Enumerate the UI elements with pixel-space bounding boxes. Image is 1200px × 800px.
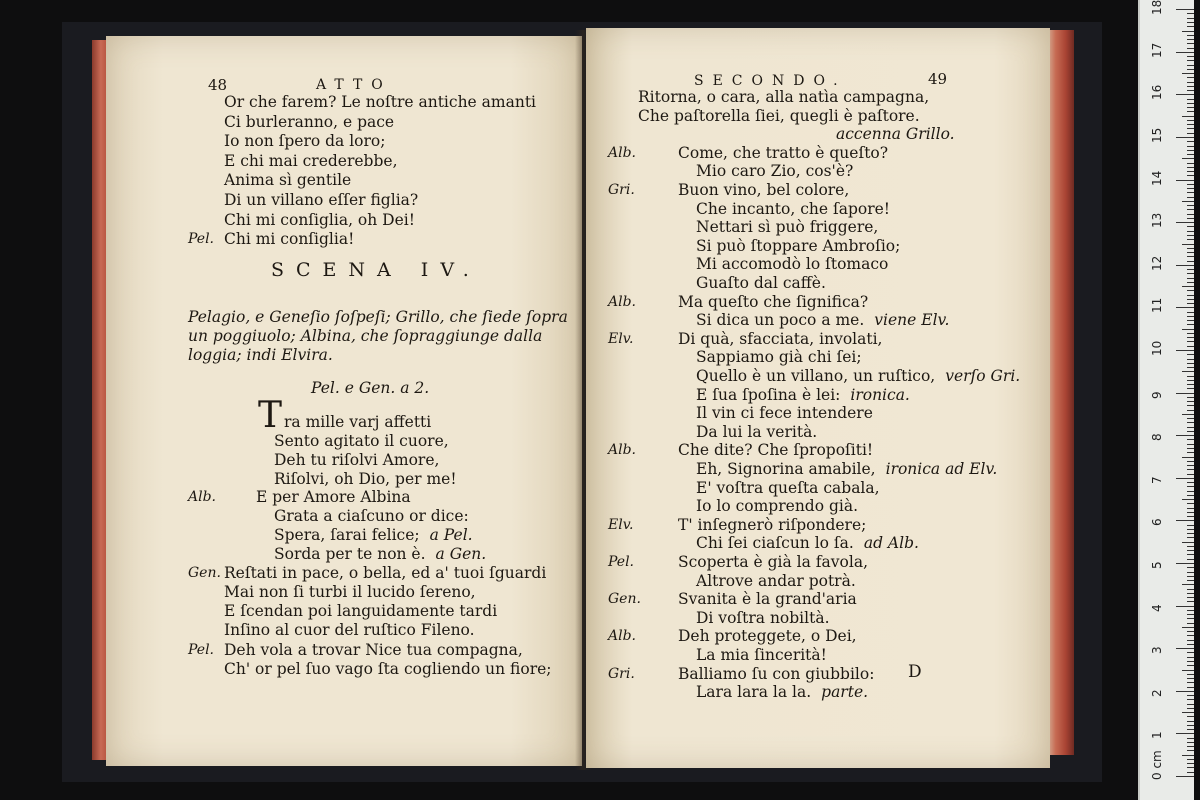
ruler-tick bbox=[1176, 648, 1194, 649]
ruler-tick bbox=[1187, 388, 1194, 389]
verse-line: Nettari sì può friggere, bbox=[696, 218, 879, 237]
ruler-tick bbox=[1187, 86, 1194, 87]
ruler-tick bbox=[1176, 478, 1194, 479]
ruler-tick bbox=[1187, 18, 1194, 19]
speaker-label: Gen. bbox=[188, 565, 221, 581]
ruler-tick bbox=[1187, 614, 1194, 615]
speaker-label: Elv. bbox=[608, 330, 634, 347]
stage-direction-line: un poggiuolo; Albina, che ſopraggiunge dalla bbox=[188, 327, 543, 345]
ruler-tick bbox=[1187, 141, 1194, 142]
ruler-tick bbox=[1182, 712, 1194, 713]
ruler-tick bbox=[1187, 376, 1194, 377]
ruler-tick bbox=[1182, 286, 1194, 287]
ruler-tick bbox=[1187, 367, 1194, 368]
ruler-tick bbox=[1187, 128, 1194, 129]
ruler-tick bbox=[1187, 312, 1194, 313]
speaker-label: Elv. bbox=[608, 516, 634, 533]
ruler-tick bbox=[1176, 691, 1194, 692]
ruler-tick bbox=[1187, 465, 1194, 466]
verse-line: Ci burleranno, e pace bbox=[224, 112, 395, 131]
ruler-tick bbox=[1187, 252, 1194, 253]
ruler-tick bbox=[1187, 99, 1194, 100]
ruler-tick bbox=[1187, 550, 1194, 551]
ruler-number: 1 bbox=[1150, 731, 1164, 740]
ruler-tick bbox=[1187, 495, 1194, 496]
ruler-tick bbox=[1176, 733, 1194, 734]
ruler-tick bbox=[1187, 448, 1194, 449]
ruler-tick bbox=[1187, 90, 1194, 91]
ruler-number: 17 bbox=[1150, 42, 1164, 58]
ruler-tick bbox=[1176, 222, 1194, 223]
ruler-tick bbox=[1187, 269, 1194, 270]
ruler-tick bbox=[1187, 401, 1194, 402]
verse-line: Deh proteggete, o Dei, bbox=[678, 627, 857, 646]
ruler-tick bbox=[1182, 755, 1194, 756]
verse-line: ra mille varj affetti bbox=[284, 413, 432, 431]
verse-line: Come, che tratto è queſto? bbox=[678, 143, 889, 162]
ruler-tick bbox=[1187, 324, 1194, 325]
verse-line bbox=[836, 125, 955, 143]
verse-line: Da lui la verità. bbox=[696, 422, 818, 441]
ruler-tick bbox=[1187, 397, 1194, 398]
ruler-tick bbox=[1187, 469, 1194, 470]
ruler-tick bbox=[1187, 65, 1194, 66]
verse-line: Sorda per te non è. a Gen. bbox=[274, 545, 487, 563]
ruler-number: 0 cm bbox=[1150, 750, 1164, 780]
ruler-tick bbox=[1187, 359, 1194, 360]
ruler-tick bbox=[1187, 39, 1194, 40]
ruler-tick bbox=[1187, 235, 1194, 236]
ruler-number: 13 bbox=[1150, 212, 1164, 229]
ruler-number: 11 bbox=[1150, 298, 1164, 314]
ruler-tick bbox=[1187, 716, 1194, 717]
ruler-tick bbox=[1176, 265, 1194, 266]
ruler-tick bbox=[1187, 439, 1194, 440]
page-number: 48 bbox=[208, 76, 228, 94]
signature-mark: D bbox=[908, 662, 922, 682]
verse-line: Chi mi conſiglia, oh Dei! bbox=[224, 210, 415, 229]
ruler-tick bbox=[1187, 239, 1194, 240]
verse-line: Svanita è la grand'aria bbox=[678, 590, 857, 609]
ruler-tick bbox=[1187, 708, 1194, 709]
verse-line: Ritorna, o cara, alla natìa campagna, bbox=[638, 88, 930, 106]
ruler-tick bbox=[1187, 337, 1194, 338]
ruler-tick bbox=[1187, 410, 1194, 411]
ruler-tick bbox=[1187, 320, 1194, 321]
ruler-tick bbox=[1187, 610, 1194, 611]
verse-line: E' voſtra queſta cabala, bbox=[696, 478, 880, 497]
verse-line: Quello è un villano, un ruſtico, verſo Gri. bbox=[696, 367, 1021, 385]
verse-line: Riſolvi, oh Dio, per me! bbox=[274, 470, 457, 488]
ruler-tick bbox=[1187, 278, 1194, 279]
running-head: ATTO bbox=[316, 77, 392, 93]
ruler-tick bbox=[1187, 231, 1194, 232]
ruler-tick bbox=[1187, 644, 1194, 645]
speaker-label: Alb. bbox=[608, 628, 636, 645]
ruler-tick bbox=[1187, 533, 1194, 534]
stage-direction-line: Pelagio, e Geneſio ſoſpeſi; Grillo, che ſiede ſopra bbox=[188, 308, 568, 326]
ruler-tick bbox=[1187, 341, 1194, 342]
verse-line: Reſtati in pace, o bella, ed a' tuoi ſguardi bbox=[224, 564, 547, 582]
ruler-tick bbox=[1187, 529, 1194, 530]
verse-line: Inſino al cuor del ruſtico Fileno. bbox=[224, 621, 475, 639]
ruler-tick bbox=[1187, 623, 1194, 624]
ruler-tick bbox=[1187, 474, 1194, 475]
ruler-tick bbox=[1187, 405, 1194, 406]
ruler-number: 4 bbox=[1150, 603, 1164, 612]
ruler-tick bbox=[1187, 750, 1194, 751]
verse-line: Deh tu riſolvi Amore, bbox=[274, 451, 440, 469]
ruler-tick bbox=[1187, 721, 1194, 722]
ruler-tick bbox=[1187, 205, 1194, 206]
ruler-tick bbox=[1187, 576, 1194, 577]
ruler-tick bbox=[1187, 261, 1194, 262]
ruler-tick bbox=[1187, 486, 1194, 487]
verse-line: Deh vola a trovar Nice tua compagna, bbox=[224, 641, 523, 659]
right-page-edge bbox=[1046, 30, 1074, 755]
verse-line: Grata a ciaſcuno or dice: bbox=[274, 507, 469, 525]
verse-line: Si dica un poco a me. viene Elv. bbox=[696, 311, 950, 330]
verse-line: Altrove andar potrà. bbox=[696, 571, 856, 590]
ruler-tick bbox=[1176, 520, 1194, 521]
verse-line: Si può ſtoppare Ambroſio; bbox=[696, 236, 901, 255]
verse-line: Chi mi conſiglia! bbox=[224, 230, 355, 249]
ruler-tick bbox=[1187, 695, 1194, 696]
ruler-tick bbox=[1176, 180, 1194, 181]
ruler-tick bbox=[1182, 414, 1194, 415]
ruler-tick bbox=[1187, 508, 1194, 509]
speaker-label: Alb. bbox=[188, 489, 216, 505]
ruler-tick bbox=[1187, 635, 1194, 636]
ruler-tick bbox=[1187, 290, 1194, 291]
verse-line: Chi ſei ciaſcun lo ſa. ad Alb. bbox=[696, 534, 919, 553]
ruler-tick bbox=[1187, 652, 1194, 653]
ruler-tick bbox=[1187, 657, 1194, 658]
ruler-tick bbox=[1187, 567, 1194, 568]
ruler-tick bbox=[1187, 26, 1194, 27]
ruler-tick bbox=[1187, 154, 1194, 155]
stage-aside: accenna Grillo. bbox=[836, 125, 955, 144]
ruler-tick bbox=[1187, 13, 1194, 14]
scene-title: SCENA IV. bbox=[271, 259, 481, 281]
ruler-number: 5 bbox=[1150, 561, 1164, 569]
verse-line: E ſua ſpoſina è lei: ironica. bbox=[696, 385, 910, 404]
ruler-tick bbox=[1187, 678, 1194, 679]
ruler-tick bbox=[1182, 201, 1194, 202]
ruler-tick bbox=[1187, 303, 1194, 304]
ruler-tick bbox=[1176, 52, 1194, 53]
ruler-number: 6 bbox=[1150, 518, 1164, 527]
speaker-label: Gri. bbox=[608, 665, 635, 682]
ruler-tick bbox=[1187, 256, 1194, 257]
ruler-tick bbox=[1187, 631, 1194, 632]
ruler-tick bbox=[1182, 73, 1194, 74]
ruler-tick bbox=[1187, 674, 1194, 675]
running-head: SECONDO. bbox=[694, 73, 847, 89]
ruler-tick bbox=[1187, 209, 1194, 210]
ruler-tick bbox=[1187, 111, 1194, 112]
verse-line: E chi mai crederebbe, bbox=[224, 151, 398, 170]
ruler-tick bbox=[1187, 22, 1194, 23]
stage-aside: ad Alb. bbox=[863, 534, 919, 553]
ruler-tick bbox=[1176, 137, 1194, 138]
ruler-tick bbox=[1187, 427, 1194, 428]
ruler-number: 12 bbox=[1150, 255, 1164, 271]
ruler-tick bbox=[1187, 482, 1194, 483]
ruler-tick bbox=[1187, 767, 1194, 768]
ruler-tick bbox=[1187, 742, 1194, 743]
verse-line: Mio caro Zio, cos'è? bbox=[696, 162, 854, 181]
ruler-tick bbox=[1187, 133, 1194, 134]
verse-line: Scoperta è già la favola, bbox=[678, 553, 868, 571]
ruler-tick bbox=[1187, 299, 1194, 300]
ruler-tick bbox=[1187, 175, 1194, 176]
ruler-tick bbox=[1182, 158, 1194, 159]
verse-line: Sappiamo già chi ſei; bbox=[696, 348, 862, 367]
ruler-tick bbox=[1187, 384, 1194, 385]
ruler-tick bbox=[1187, 452, 1194, 453]
speaker-label: Gen. bbox=[608, 591, 641, 608]
verse-line: Buon vino, bel colore, bbox=[678, 181, 850, 199]
verse-line: Anima sì gentile bbox=[224, 171, 352, 190]
ruler-tick bbox=[1187, 218, 1194, 219]
ruler-number: 14 bbox=[1150, 170, 1164, 186]
ruler-tick bbox=[1187, 687, 1194, 688]
ruler-tick bbox=[1187, 491, 1194, 492]
drop-cap: T bbox=[258, 395, 283, 436]
ruler-number: 7 bbox=[1150, 476, 1164, 484]
ruler-tick bbox=[1187, 69, 1194, 70]
ruler-tick bbox=[1187, 120, 1194, 121]
verse-line: Spera, ſarai felice; a Pel. bbox=[274, 526, 473, 544]
ruler-tick bbox=[1176, 393, 1194, 394]
ruler-tick bbox=[1182, 499, 1194, 500]
verse-line: Balliamo ſu con giubbilo: bbox=[678, 664, 875, 683]
stage-aside: a Gen. bbox=[435, 545, 487, 563]
left-page bbox=[106, 36, 582, 766]
ruler-tick bbox=[1187, 525, 1194, 526]
stage-aside: viene Elv. bbox=[874, 311, 950, 330]
verse-line: Ch' or pel ſuo vago ſta cogliendo un fiore; bbox=[224, 660, 552, 678]
ruler-tick bbox=[1187, 431, 1194, 432]
ruler-tick bbox=[1187, 589, 1194, 590]
ruler-tick bbox=[1182, 627, 1194, 628]
ruler-tick bbox=[1176, 606, 1194, 607]
ruler-tick bbox=[1187, 554, 1194, 555]
ruler-tick bbox=[1187, 593, 1194, 594]
stage-aside: verſo Gri. bbox=[945, 367, 1021, 385]
ruler-tick bbox=[1187, 295, 1194, 296]
stage-aside: ironica. bbox=[850, 385, 910, 404]
ruler-tick bbox=[1187, 512, 1194, 513]
ruler-tick bbox=[1187, 516, 1194, 517]
ruler-tick bbox=[1187, 282, 1194, 283]
verse-line: Or che farem? Le noſtre antiche amanti bbox=[224, 93, 537, 111]
ruler-tick bbox=[1187, 537, 1194, 538]
ruler-tick bbox=[1187, 704, 1194, 705]
ruler-tick bbox=[1187, 214, 1194, 215]
ruler-tick bbox=[1187, 772, 1194, 773]
ruler-tick bbox=[1187, 82, 1194, 83]
ruler-tick bbox=[1182, 31, 1194, 32]
verse-line: Mai non ſi turbi il lucido ſereno, bbox=[224, 583, 476, 601]
verse-line: La mia ſincerità! bbox=[696, 646, 827, 664]
ruler-tick bbox=[1187, 60, 1194, 61]
verse-line: Guaſto dal caffè. bbox=[696, 274, 826, 292]
verse-line: T' inſegnerò riſpondere; bbox=[678, 515, 867, 534]
ruler-tick bbox=[1187, 559, 1194, 560]
verse-line: Ma queſto che ſignifica? bbox=[678, 292, 869, 311]
ruler-tick bbox=[1187, 333, 1194, 334]
ruler-tick bbox=[1187, 759, 1194, 760]
stage-direction-line: loggia; indi Elvira. bbox=[188, 346, 333, 364]
verse-line: E per Amore Albina bbox=[256, 488, 411, 506]
ruler-tick bbox=[1182, 329, 1194, 330]
ruler-tick bbox=[1176, 350, 1194, 351]
ruler-tick bbox=[1176, 435, 1194, 436]
ruler-tick bbox=[1187, 56, 1194, 57]
speaker-label: Alb. bbox=[608, 293, 636, 310]
speaker-label: Alb. bbox=[608, 442, 636, 459]
ruler-number: 9 bbox=[1150, 390, 1164, 399]
ruler-tick bbox=[1176, 9, 1194, 10]
verse-line: Che dite? Che ſpropoſiti! bbox=[678, 441, 874, 460]
verse-line: Io lo comprendo già. bbox=[696, 497, 859, 516]
ruler-tick bbox=[1187, 197, 1194, 198]
ruler-tick bbox=[1182, 670, 1194, 671]
speaker-label: Pel. bbox=[608, 554, 635, 570]
ruler-tick bbox=[1182, 244, 1194, 245]
ruler-tick bbox=[1187, 580, 1194, 581]
ruler-tick bbox=[1187, 763, 1194, 764]
ruler-tick bbox=[1176, 94, 1194, 95]
ruler-tick bbox=[1187, 363, 1194, 364]
ruler-number: 10 bbox=[1150, 340, 1164, 356]
ruler-tick bbox=[1187, 729, 1194, 730]
ruler-tick bbox=[1187, 725, 1194, 726]
ruler-tick bbox=[1187, 601, 1194, 602]
speaker-label: Pel. bbox=[188, 642, 215, 658]
ruler-tick bbox=[1187, 124, 1194, 125]
verse-line: E ſcendan poi languidamente tardi bbox=[224, 602, 498, 620]
ruler-tick bbox=[1187, 184, 1194, 185]
ruler-number: 15 bbox=[1150, 127, 1164, 143]
stage-aside: a Pel. bbox=[429, 526, 473, 544]
ruler-tick bbox=[1187, 167, 1194, 168]
ruler-tick bbox=[1187, 316, 1194, 317]
ruler-tick bbox=[1187, 43, 1194, 44]
verse-line: Mi accomodò lo ſtomaco bbox=[696, 255, 889, 274]
ruler-tick bbox=[1187, 661, 1194, 662]
page-number: 49 bbox=[928, 70, 948, 88]
ruler-tick bbox=[1187, 699, 1194, 700]
verse-line: Di un villano eſſer figlia? bbox=[224, 191, 419, 209]
ruler-tick bbox=[1187, 665, 1194, 666]
ruler-tick bbox=[1187, 77, 1194, 78]
ruler-tick bbox=[1187, 444, 1194, 445]
ruler-tick bbox=[1187, 380, 1194, 381]
ruler-tick bbox=[1187, 273, 1194, 274]
ruler-number: 8 bbox=[1150, 433, 1164, 442]
ruler-tick bbox=[1187, 188, 1194, 189]
ruler-tick bbox=[1187, 346, 1194, 347]
ruler-tick bbox=[1187, 503, 1194, 504]
ruler-tick bbox=[1187, 354, 1194, 355]
ruler-tick bbox=[1187, 107, 1194, 108]
stage-aside: ironica ad Elv. bbox=[885, 460, 998, 478]
ruler-tick bbox=[1187, 640, 1194, 641]
ruler-tick bbox=[1187, 226, 1194, 227]
verse-line: Eh, Signorina amabile, ironica ad Elv. bbox=[696, 460, 998, 478]
ruler-tick bbox=[1187, 192, 1194, 193]
ruler-tick bbox=[1187, 35, 1194, 36]
ruler-tick bbox=[1176, 307, 1194, 308]
ruler-tick bbox=[1187, 48, 1194, 49]
ruler-tick bbox=[1187, 546, 1194, 547]
ruler-tick bbox=[1182, 457, 1194, 458]
measuring-ruler bbox=[1138, 0, 1194, 800]
ruler-tick bbox=[1176, 563, 1194, 564]
ruler-number: 18 bbox=[1150, 0, 1164, 16]
right-page bbox=[586, 28, 1050, 768]
ruler-tick bbox=[1187, 248, 1194, 249]
ruler-tick bbox=[1182, 371, 1194, 372]
ruler-number: 16 bbox=[1150, 85, 1164, 101]
ruler-tick bbox=[1187, 418, 1194, 419]
ruler-tick bbox=[1182, 584, 1194, 585]
ruler-tick bbox=[1176, 776, 1194, 777]
ruler-tick bbox=[1187, 682, 1194, 683]
verse-line: Sento agitato il cuore, bbox=[274, 432, 449, 450]
ruler-tick bbox=[1182, 542, 1194, 543]
ruler-tick bbox=[1187, 461, 1194, 462]
ruler-tick bbox=[1187, 103, 1194, 104]
ruler-tick bbox=[1187, 572, 1194, 573]
verse-line: Io non ſpero da loro; bbox=[224, 132, 386, 151]
verse-line: Di quà, sfacciata, involati, bbox=[678, 329, 883, 348]
verse-line: Che paſtorella ſiei, quegli è paſtore. bbox=[638, 106, 920, 125]
ruler-tick bbox=[1187, 150, 1194, 151]
ruler-tick bbox=[1187, 746, 1194, 747]
ruler-tick bbox=[1187, 618, 1194, 619]
verse-line: Lara lara la la. parte. bbox=[696, 683, 869, 702]
speaker-label: Gri. bbox=[608, 182, 635, 198]
stage-aside: parte. bbox=[821, 683, 869, 702]
speaker-label: Alb. bbox=[608, 144, 636, 161]
ruler-tick bbox=[1187, 146, 1194, 147]
verse-line: Di voſtra nobiltà. bbox=[696, 608, 830, 627]
ruler-tick bbox=[1187, 597, 1194, 598]
ruler-tick bbox=[1187, 163, 1194, 164]
ruler-number: 2 bbox=[1150, 689, 1164, 697]
verse-line: Il vin ci fece intendere bbox=[696, 404, 873, 423]
verse-line: Che incanto, che ſapore! bbox=[696, 199, 891, 218]
ruler-tick bbox=[1187, 171, 1194, 172]
duet-label: Pel. e Gen. a 2. bbox=[311, 379, 430, 397]
ruler-tick bbox=[1187, 422, 1194, 423]
ruler-number: 3 bbox=[1150, 646, 1164, 655]
speaker-label: Pel. bbox=[188, 231, 215, 248]
ruler-tick bbox=[1187, 738, 1194, 739]
ruler-tick bbox=[1182, 116, 1194, 117]
